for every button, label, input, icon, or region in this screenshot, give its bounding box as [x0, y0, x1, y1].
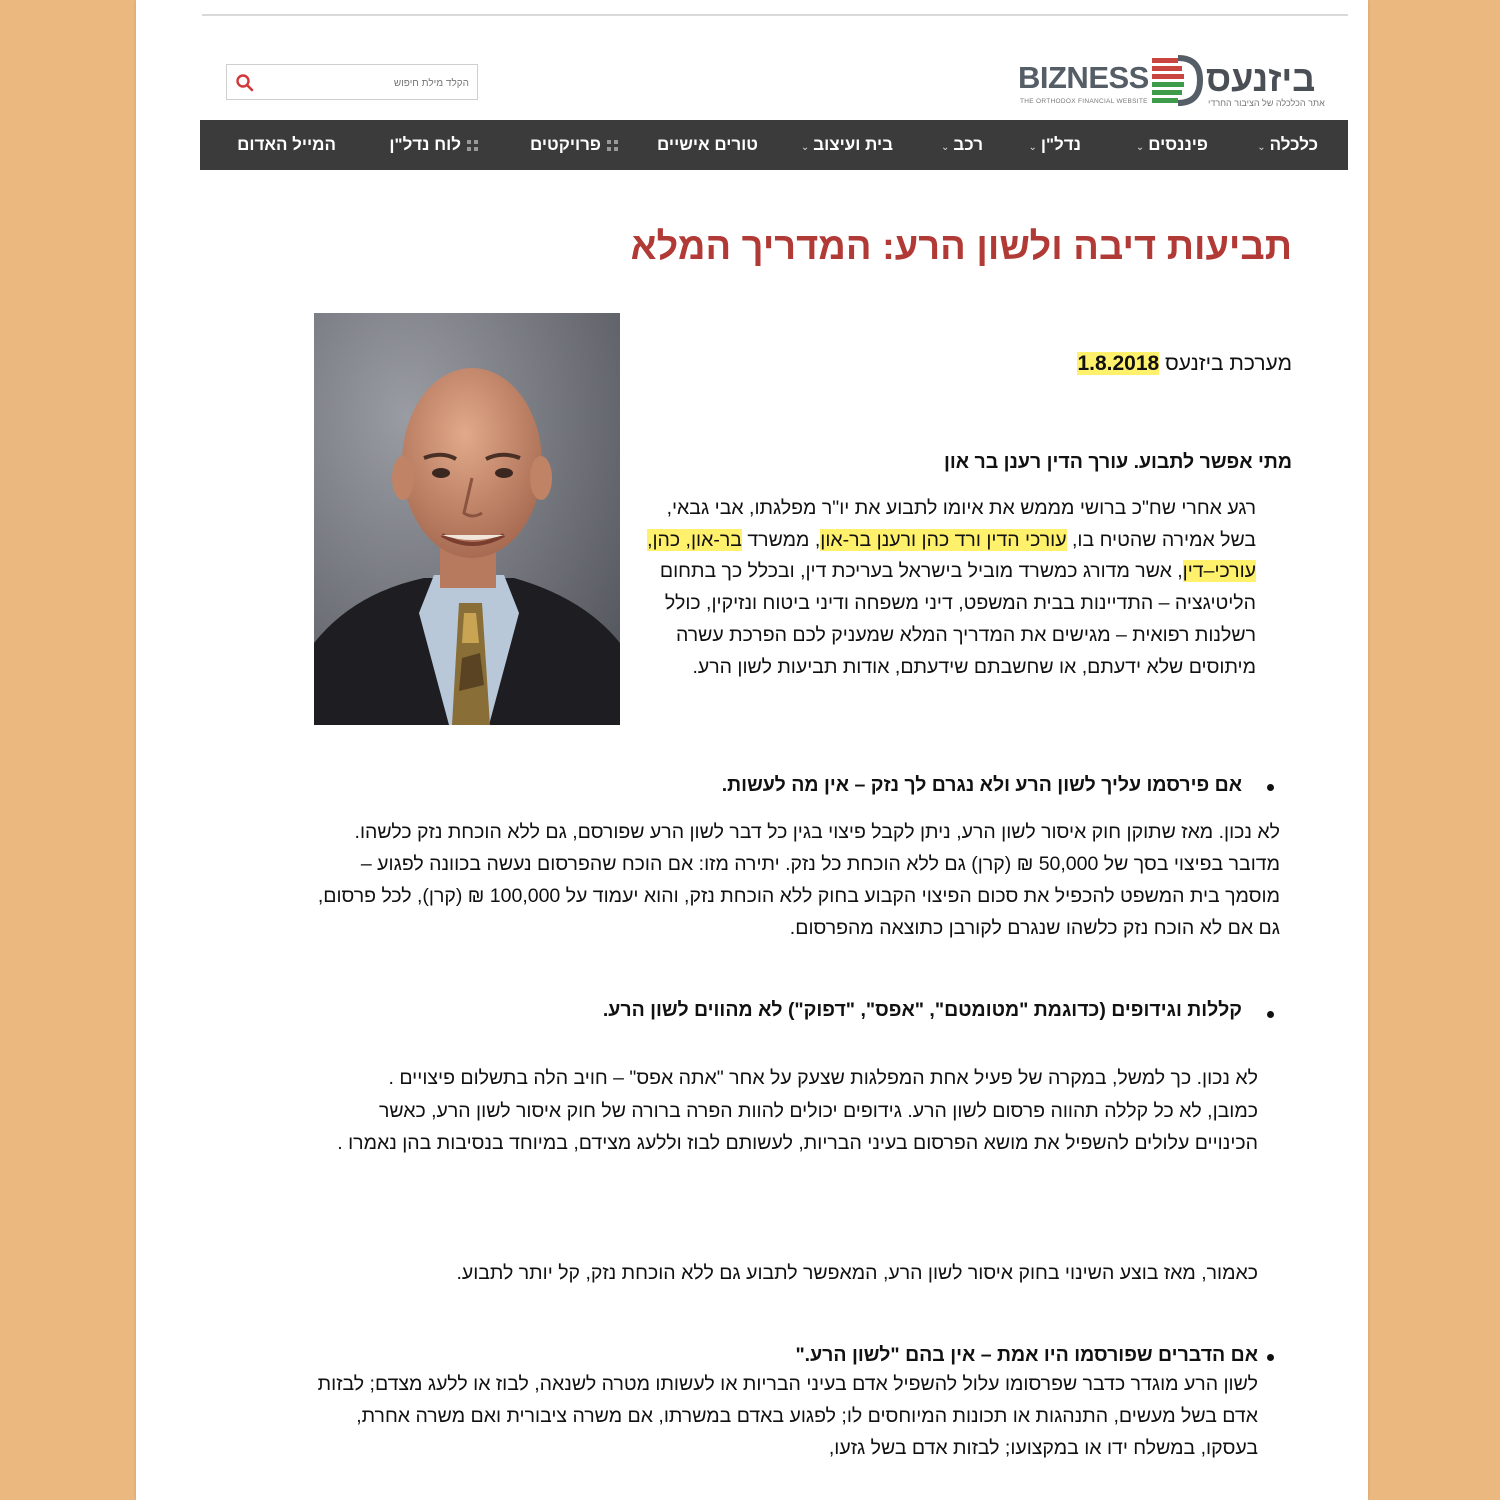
- nav-item-columns[interactable]: טורים אישיים: [657, 135, 758, 154]
- section-2-body-b: כמובן, לא כל קללה תהווה פרסום לשון הרע. גידופים יכולים להוות הפרה ברורה של חוק איסור לשון הרע, כאשר הכינויים עלולים להשפיל את מושא הפרסום בעיני הבריות, לעשותם לבוז וללעג מצידם, במיוחד בנסיבות בהן נאמרו .: [337, 1099, 1258, 1154]
- nav-item-home-design[interactable]: בית ועיצוב⌄: [800, 135, 893, 154]
- logo-hebrew-text: ביזנעס: [1206, 58, 1316, 99]
- section-2-body-a: לא נכון. כך למשל, במקרה של פעיל אחת המפלגות שצעק על אחר "אתה אפס" – חויב הלה בתשלום פיצויים .: [388, 1067, 1258, 1089]
- byline-author: מערכת ביזנעס: [1159, 352, 1292, 375]
- byline: [892, 348, 1292, 380]
- section-2-body: [318, 1062, 1258, 1160]
- chevron-down-icon: ⌄: [800, 142, 810, 153]
- lead-heading: מתי אפשר לתבוע. עורך הדין רענן בר און: [943, 451, 1292, 473]
- section-1-heading: אם פירסמו עליך לשון הרע ולא נגרם לך נזק – אין מה לעשות.: [721, 774, 1242, 796]
- section-1-body: לא נכון. מאז שתוקן חוק איסור לשון הרע, ניתן לקבל פיצוי בגין כל דבר לשון הרע שפורסם, גם ללא הוכחת נזק כלשהו. מדובר בפיצוי בסך של 50,000 ₪ (קרן) גם ללא הוכחת כל נזק. יתירה מזו: אם הוכח שהפרסום נעשה בכוונה לפגוע – מוסמך בית המשפט להכפיל את סכום הפיצוי הקבוע בחוק ללא הוכחת נזק, והוא יעמוד על 100,000 ₪ (קרן), לכל פרסום, גם אם לא הוכח נזק כלשהו שנגרם לקורבן כתוצאה מהפרסום.: [317, 821, 1280, 939]
- lead-paragraph: רגע אחרי שח"כ ברושי מממש את איומו לתבוע את יו"ר מפלגתו, אבי גבאי, בשל אמירה שהטיח בו, עורכי הדין ורד כהן ורענן בר-און, ממשרד בר-און, כהן, עורכי–דין, אשר מדורג כמשרד מוביל בישראל בעריכת דין, ובכלל כך בתחום הליטיגציה – התדיינות בבית המשפט, דיני משפחה ודיני ביטוח ונזיקין, כולל רשלנות רפואית – מגישים את המדריך המלא שמעניק לכם הפרכת עשרה מיתוסים שלא ידעתם, או שחשבתם שידעתם, אודות תביעות לשון הרע.: [647, 497, 1256, 678]
- chevron-down-icon: ⌄: [1028, 142, 1037, 153]
- grid-icon: [607, 140, 618, 151]
- bullet-1: [1267, 784, 1274, 791]
- document-page: [136, 0, 1368, 1500]
- bullet-2: [1267, 1011, 1274, 1018]
- section-2-heading: קללות וגידופים (כדוגמת "מטומטם", "אפס", "דפוק") לא מהווים לשון הרע.: [602, 999, 1242, 1021]
- logo-mark-icon: [1148, 52, 1204, 108]
- nav-item-finance[interactable]: פיננסים⌄: [1135, 135, 1208, 154]
- search-input[interactable]: [267, 70, 471, 96]
- article-title: תביעות דיבה ולשון הרע: המדריך המלא: [630, 226, 1292, 268]
- logo-subtitle: THE ORTHODOX FINANCIAL WEBSITE: [1020, 98, 1148, 105]
- nav-item-red-mail[interactable]: המייל האדום: [237, 135, 336, 154]
- section-2-conclusion: כאמור, מאז בוצע השינוי בחוק איסור לשון הרע, המאפשר לתבוע גם ללא הוכחת נזק, קל יותר לתבוע.: [456, 1262, 1258, 1284]
- author-photo: [314, 313, 620, 725]
- main-nav: [200, 120, 1348, 170]
- grid-icon: [467, 140, 478, 151]
- nav-item-real-estate[interactable]: נדל"ן⌄: [1028, 135, 1081, 154]
- logo-latin-text: BIZNESS: [1018, 60, 1149, 95]
- search-box[interactable]: [226, 64, 478, 100]
- bullet-3: [1267, 1354, 1274, 1361]
- nav-item-economy[interactable]: כלכלה⌄: [1257, 135, 1318, 154]
- chevron-down-icon: ⌄: [1135, 142, 1145, 153]
- byline-date: 1.8.2018: [1077, 352, 1160, 375]
- nav-item-cars[interactable]: רכב⌄: [941, 135, 983, 154]
- highlight-lawyers: עורכי הדין ורד כהן ורענן בר-און: [820, 528, 1067, 551]
- chevron-down-icon: ⌄: [1257, 142, 1266, 153]
- chevron-down-icon: ⌄: [941, 142, 950, 153]
- search-icon[interactable]: [235, 73, 255, 93]
- section-3-heading: אם הדברים שפורסמו היו אמת – אין בהם "לשון הרע.": [795, 1344, 1258, 1366]
- top-divider: [202, 14, 1348, 16]
- site-logo[interactable]: [1018, 52, 1348, 110]
- nav-item-projects[interactable]: פרויקטים: [530, 120, 618, 170]
- logo-hebrew-subtitle: אתר הכלכלה של הציבור החרדי: [1208, 98, 1325, 108]
- nav-item-real-estate-board[interactable]: לוח נדל"ן: [389, 120, 478, 170]
- section-3-body: לשון הרע מוגדר כדבר שפרסומו עלול להשפיל אדם בעיני הבריות או לעשותו מטרה לשנאה, לבוז או ללעג מצדם; לבזות אדם בשל מעשים, התנהגות או תכונות המיוחסים לו; לפגוע באדם במשרתו, אם משרה ציבורית ואם משרה אחרת, בעסקו, במשלח ידו או במקצועו; לבזות אדם בשל גזעו,: [317, 1373, 1258, 1459]
- highlight-firm: בר-און, כהן, עורכי–דין: [647, 528, 1256, 583]
